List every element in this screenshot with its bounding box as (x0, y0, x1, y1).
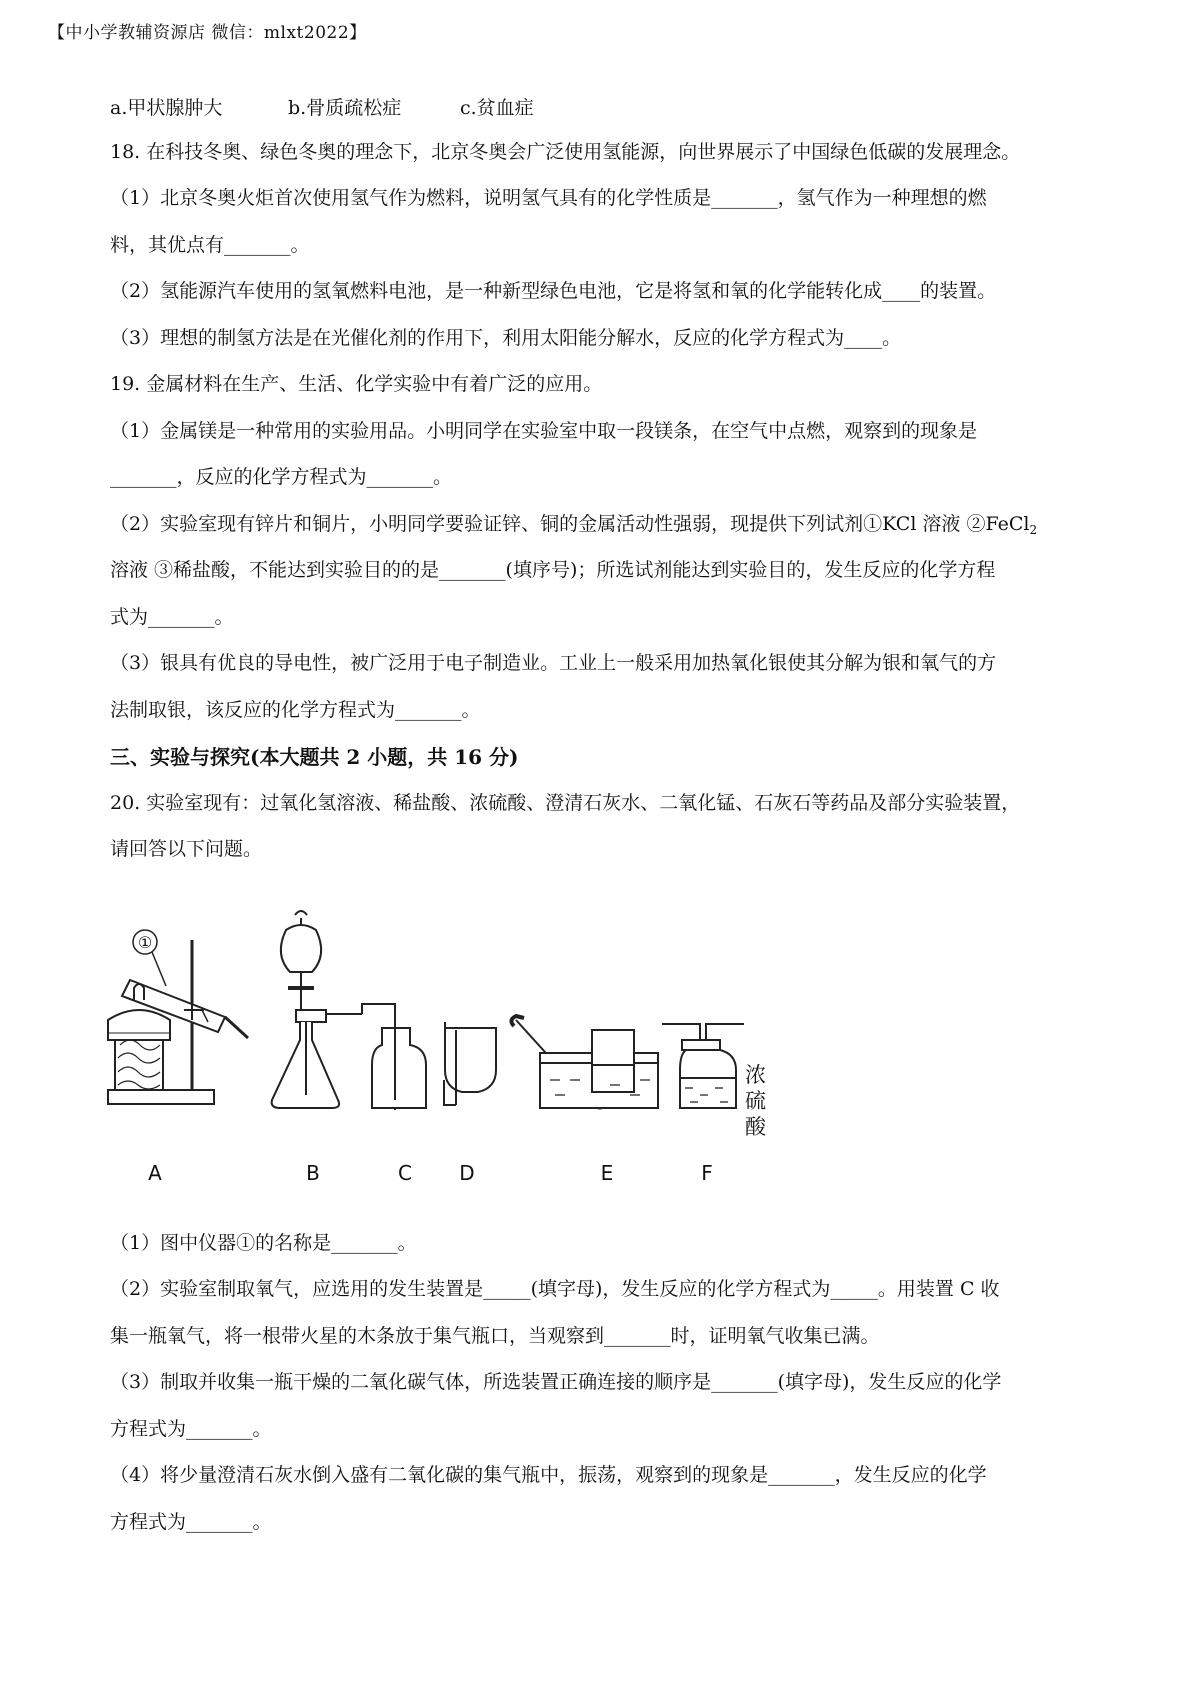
apparatus-b (272, 911, 362, 1108)
option-c: c.贫血症 (460, 97, 534, 119)
q18-part1-line2: 料，其优点有_______。 (110, 234, 310, 256)
apparatus-e (511, 1016, 658, 1109)
fecl2-subscript: 2 (1029, 523, 1038, 537)
option-a: a.甲状腺肿大 (110, 97, 223, 119)
q20-part4-line2: 方程式为_______。 (110, 1511, 272, 1533)
q19-part1-line2: _______，反应的化学方程式为_______。 (110, 466, 453, 488)
q18-part2: （2）氢能源汽车使用的氢氧燃料电池，是一种新型绿色电池，它是将氢和氧的化学能转化成____的装置。 (110, 280, 997, 302)
apparatus-c (362, 1004, 426, 1110)
apparatus-f (662, 1024, 767, 1139)
q19-part2-text: （2）实验室现有锌片和铜片，小明同学要验证锌、铜的金属活动性强弱，现提供下列试剂①KCl 溶液 ②FeCl (110, 513, 1030, 535)
q19-part3-line1: （3）银具有优良的导电性，被广泛用于电子制造业。工业上一般采用加热氧化银使其分解为银和氧气的方 (110, 652, 997, 674)
options-line (110, 95, 534, 121)
q20-part1: （1）图中仪器①的名称是_______。 (110, 1232, 417, 1254)
q19-part2-line1 (110, 511, 1037, 543)
q18-stem: 18. 在科技冬奥、绿色冬奥的理念下，北京冬奥会广泛使用氢能源，向世界展示了中国绿色低碳的发展理念。 (110, 141, 1021, 163)
q20-part4-line1: （4）将少量澄清石灰水倒入盛有二氧化碳的集气瓶中，振荡，观察到的现象是_______，发生反应的化学 (110, 1464, 987, 1486)
marker-label: ① (137, 933, 153, 952)
label-c: C (398, 1161, 412, 1185)
q20-part3-line2: 方程式为_______。 (110, 1418, 272, 1440)
q18-part3: （3）理想的制氢方法是在光催化剂的作用下，利用太阳能分解水，反应的化学方程式为____。 (110, 327, 902, 349)
label-d: D (459, 1161, 475, 1185)
page-header: 【中小学教辅资源店 微信：mlxt2022】 (48, 23, 367, 43)
q20-part3-line1: （3）制取并收集一瓶干燥的二氧化碳气体，所选装置正确连接的顺序是_______(填字母)，发生反应的化学 (110, 1371, 1002, 1393)
q20-stem-line1: 20. 实验室现有：过氧化氢溶液、稀盐酸、浓硫酸、澄清石灰水、二氧化锰、石灰石等药品及部分实验装置， (110, 792, 1021, 814)
q20-stem-line2: 请回答以下问题。 (110, 838, 263, 860)
q20-part2-line1: （2）实验室制取氧气，应选用的发生装置是_____(填字母)，发生反应的化学方程式为_____。用装置 C 收 (110, 1278, 1000, 1300)
apparatus-a (108, 930, 248, 1104)
label-b: B (306, 1161, 320, 1185)
q19-part1-line1: （1）金属镁是一种常用的实验用品。小明同学在实验室中取一段镁条，在空气中点燃，观察到的现象是 (110, 420, 978, 442)
q19-part3-line2: 法制取银，该反应的化学方程式为_______。 (110, 699, 481, 721)
apparatus-figure (100, 900, 840, 1200)
label-e: E (600, 1161, 614, 1185)
q18-part1-line1: （1）北京冬奥火炬首次使用氢气作为燃料，说明氢气具有的化学性质是_______，氢气作为一种理想的燃 (110, 187, 987, 209)
label-a: A (148, 1161, 162, 1185)
apparatus-d (444, 1022, 496, 1105)
option-b: b.骨质疏松症 (288, 97, 402, 119)
acid-label-1: 浓 (745, 1063, 766, 1087)
acid-label-3: 酸 (745, 1115, 766, 1139)
q19-stem: 19. 金属材料在生产、生活、化学实验中有着广泛的应用。 (110, 373, 603, 395)
q19-part2-line3: 式为_______。 (110, 606, 234, 628)
acid-label-2: 硫 (745, 1089, 766, 1113)
q20-part2-line2: 集一瓶氧气，将一根带火星的木条放于集气瓶口，当观察到_______时，证明氧气收集已满。 (110, 1325, 880, 1347)
label-f: F (701, 1161, 713, 1185)
q19-part2-line2: 溶液 ③稀盐酸，不能达到实验目的的是_______(填序号)；所选试剂能达到实验目的，发生反应的化学方程 (110, 559, 996, 581)
section-3-title: 三、实验与探究(本大题共 2 小题，共 16 分) (110, 745, 519, 769)
